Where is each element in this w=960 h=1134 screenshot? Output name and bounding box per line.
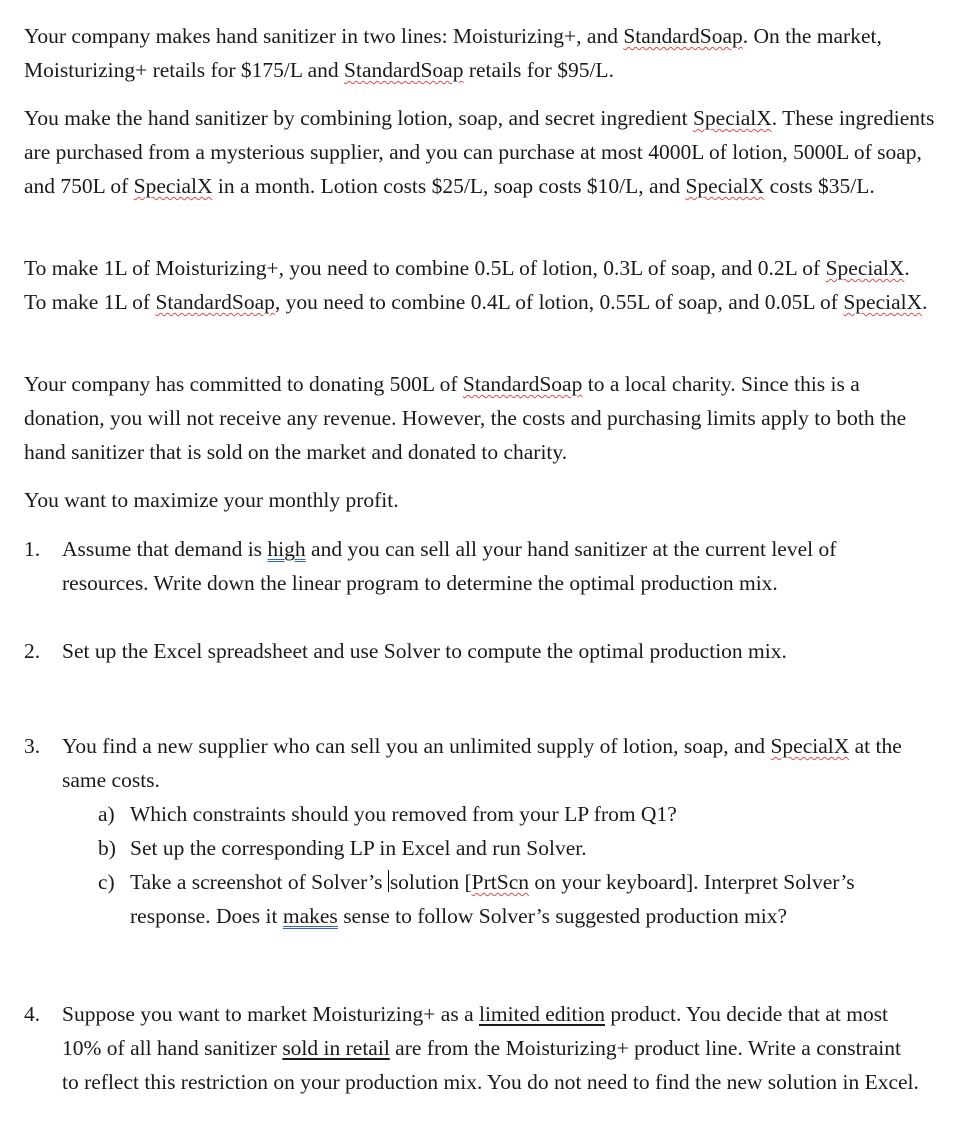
spelling-flag: SpecialX (843, 290, 923, 314)
question-number: 4. (24, 1002, 41, 1026)
grammar-flag: high (267, 537, 306, 561)
intro-paragraph: Your company makes hand sanitizer in two lines: Moisturizing+, and StandardSoap. On the market, Moisturizing+ retails for $175/L and StandardSoap retails for $95/L. (24, 24, 882, 82)
question-2: 2. Set up the Excel spreadsheet and use Solver to compute the optimal production mix. (62, 634, 922, 668)
recipe-paragraph: To make 1L of Moisturizing+, you need to combine 0.5L of lotion, 0.3L of soap, and 0.2L of SpecialX. To make 1L of StandardSoap, you need to combine 0.4L of lotion, 0.55L of soap, and 0.05L of SpecialX. (24, 256, 928, 314)
grammar-flag: makes (282, 904, 338, 928)
donation-paragraph: Your company has committed to donating 500L of StandardSoap to a local charity. Since this is a donation, you will not receive any revenue. However, the costs and purchasing limits apply to both the hand sanitizer that is sold on the market and donated to charity. (24, 372, 907, 464)
question-number: 2. (24, 639, 41, 663)
underlined-text: sold in retail (282, 1036, 390, 1060)
sub-question-a: a) Which constraints should you removed from your LP from Q1? (98, 802, 677, 826)
spelling-flag: SpecialX (685, 174, 765, 198)
question-3: 3. You find a new supplier who can sell you an unlimited supply of lotion, soap, and SpecialX at the same costs. a) Which constraints should you removed from your LP from Q1? b) Set up the corresponding LP in Excel and run Solver. c) Take a screenshot of Solver’s solution [PrtScn on your keyboard]. Interpret Solver’s response. Does it makes sense to follow Solver’s suggested production mix? (62, 729, 922, 933)
objective-paragraph: You want to maximize your monthly profit. (24, 488, 399, 512)
spelling-flag: SpecialX (692, 106, 772, 130)
spelling-flag: StandardSoap (155, 290, 275, 314)
spelling-flag: StandardSoap (462, 372, 583, 396)
question-4: 4. Suppose you want to market Moisturizing+ as a limited edition product. You decide that at most 10% of all hand sanitizer sold in retail are from the Moisturizing+ product line. Write a constraint to reflect this restriction on your production mix. You do not need to find the new solution in Excel. (62, 997, 922, 1099)
spelling-flag: SpecialX (770, 734, 850, 758)
spelling-flag: PrtScn (471, 870, 529, 894)
sub-question-list (62, 797, 922, 933)
spelling-flag: SpecialX (825, 256, 905, 280)
spelling-flag: StandardSoap (623, 24, 743, 48)
ingredients-paragraph: You make the hand sanitizer by combining lotion, soap, and secret ingredient SpecialX. These ingredients are purchased from a mysterious supplier, and you can purchase at most 4000L of lotion, 5000L of soap, and 750L of SpecialX in a month. Lotion costs $25/L, soap costs $10/L, and SpecialX costs $35/L. (24, 106, 935, 198)
question-number: 1. (24, 537, 41, 561)
sub-question-b: b) Set up the corresponding LP in Excel and run Solver. (98, 836, 587, 860)
spelling-flag: SpecialX (133, 174, 213, 198)
text-cursor (388, 870, 389, 892)
question-number: 3. (24, 734, 41, 758)
sub-question-c: c) Take a screenshot of Solver’s solution [PrtScn on your keyboard]. Interpret Solver’s response. Does it makes sense to follow Solver’s suggested production mix? (98, 870, 855, 928)
question-1: 1. Assume that demand is high and you can sell all your hand sanitizer at the current level of resources. Write down the linear program to determine the optimal production mix. (62, 532, 922, 600)
spelling-flag: StandardSoap (344, 58, 464, 82)
underlined-text: limited edition (478, 1002, 605, 1026)
